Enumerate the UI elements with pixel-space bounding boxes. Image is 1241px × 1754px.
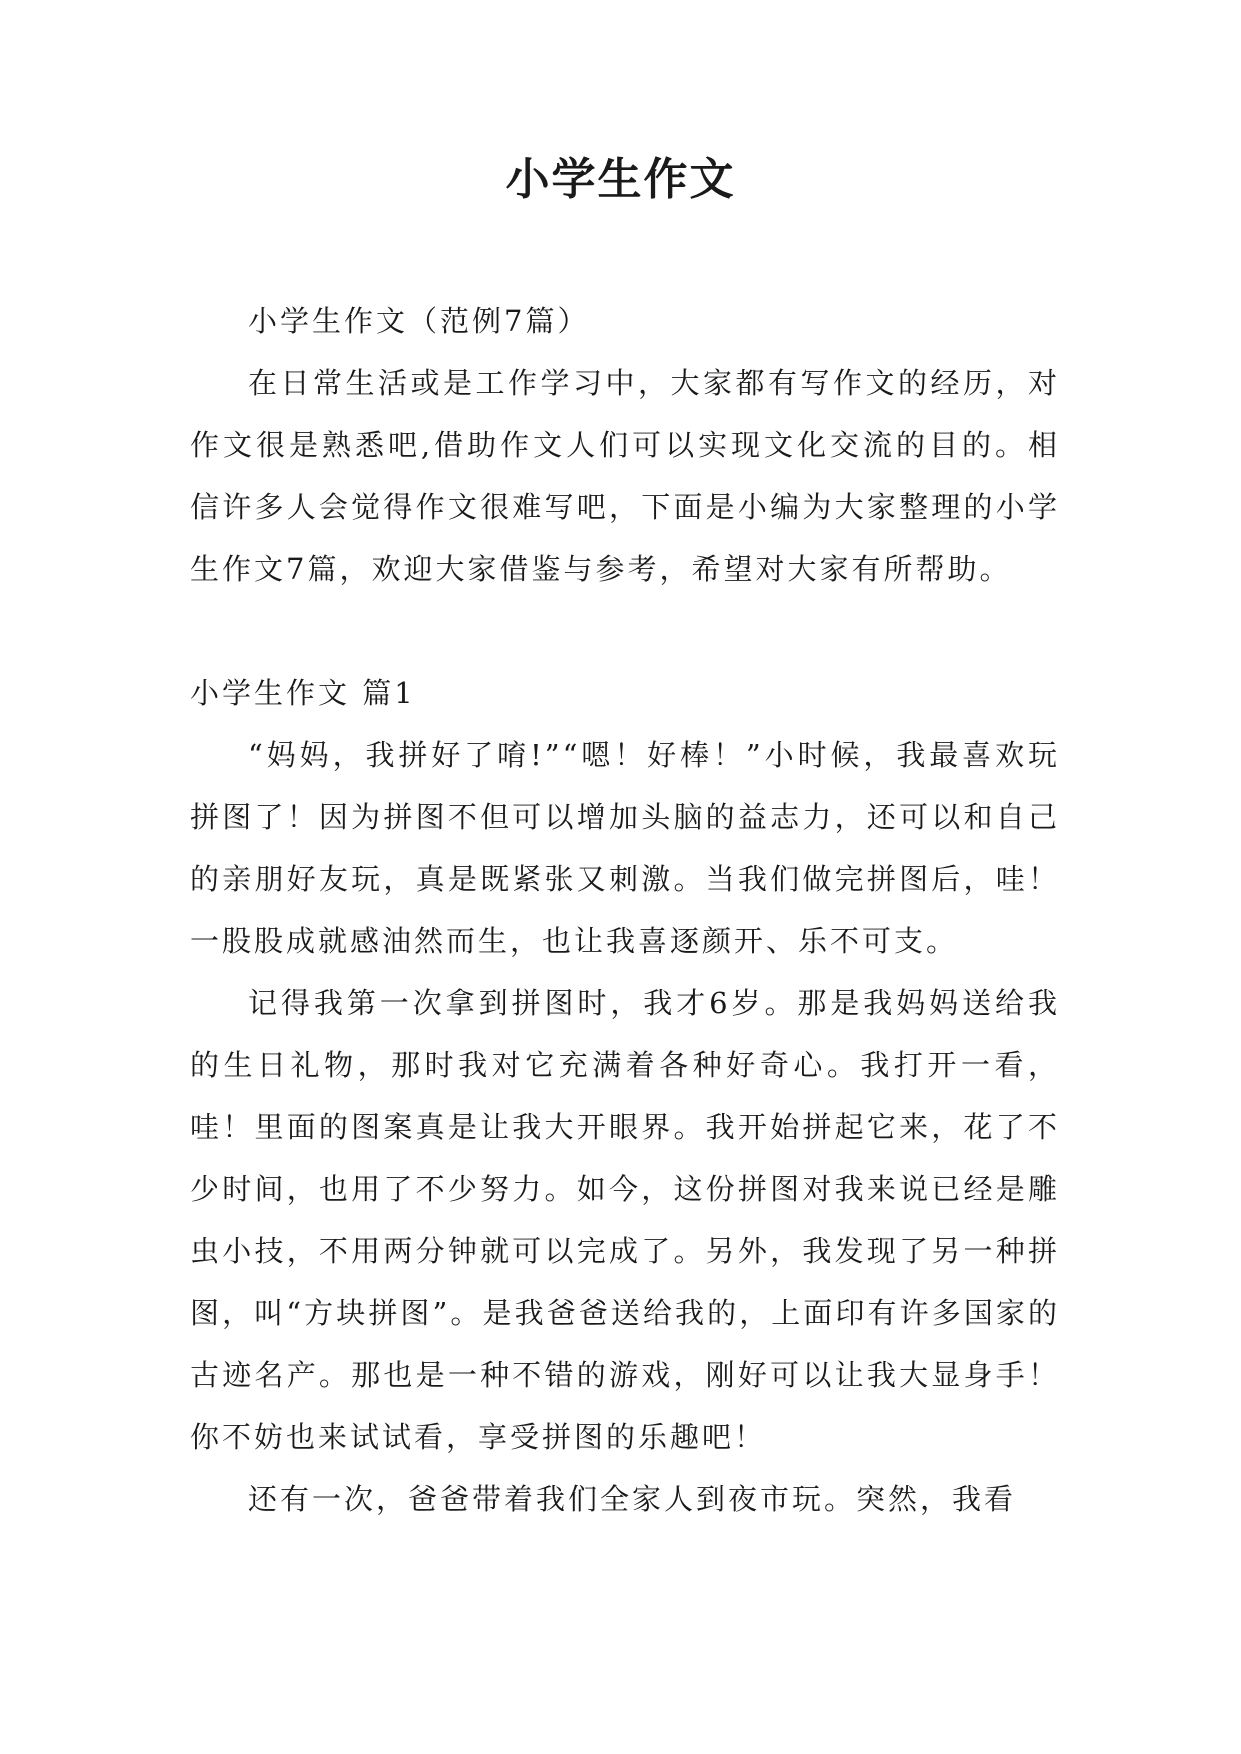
intro-paragraph: 在日常生活或是工作学习中，大家都有写作文的经历，对作文很是熟悉吧,借助作文人们可以实现文化交流的目的。相信许多人会觉得作文很难写吧，下面是小编为大家整理的小学生作文7篇，欢迎大家借鉴与参考，希望对大家有所帮助。 (190, 366, 1060, 586)
document-title: 小学生作文 (505, 154, 736, 205)
section-heading: 小学生作文 篇1 (190, 676, 416, 710)
intro-heading: 小学生作文（范例7篇） (248, 304, 590, 338)
section-paragraph: “妈妈，我拼好了唷!”“嗯！好棒！”小时候，我最喜欢玩拼图了！因为拼图不但可以增加头脑的益志力，还可以和自己的亲朋好友玩，真是既紧张又刺激。当我们做完拼图后，哇！一股股成就感油然而生，也让我喜逐颜开、乐不可支。 (190, 738, 1060, 958)
section-paragraph: 还有一次，爸爸带着我们全家人到夜市玩。突然，我看 (248, 1482, 1017, 1516)
document-body (190, 290, 1060, 1530)
section-paragraph: 记得我第一次拿到拼图时，我才6岁。那是我妈妈送给我的生日礼物，那时我对它充满着各种好奇心。我打开一看，哇！里面的图案真是让我大开眼界。我开始拼起它来，花了不少时间，也用了不少努力。如今，这份拼图对我来说已经是雕虫小技，不用两分钟就可以完成了。另外，我发现了另一种拼图，叫“方块拼图”。是我爸爸送给我的，上面印有许多国家的古迹名产。那也是一种不错的游戏，刚好可以让我大显身手！你不妨也来试试看，享受拼图的乐趣吧！ (190, 986, 1060, 1454)
